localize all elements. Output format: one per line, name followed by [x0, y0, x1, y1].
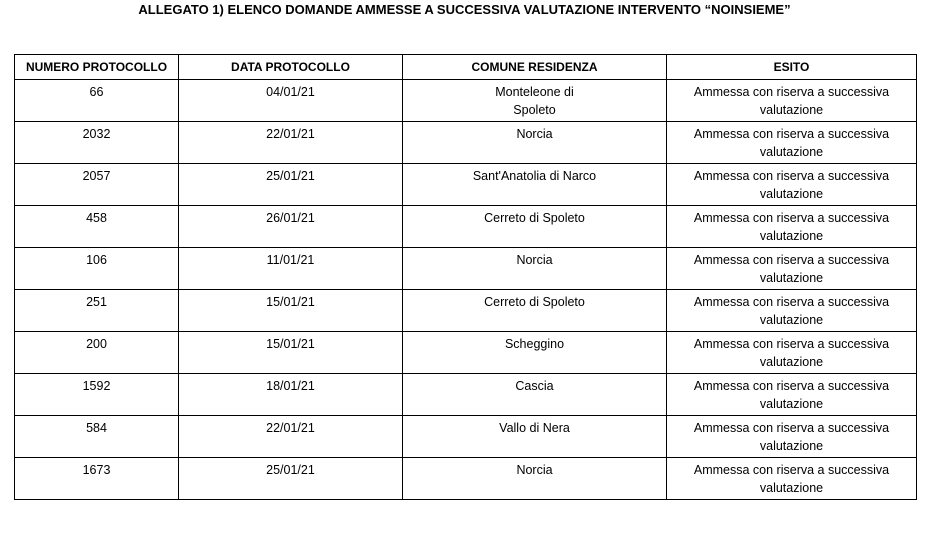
- cell-data: 22/01/21: [179, 416, 403, 458]
- cell-numero: 1592: [15, 374, 179, 416]
- cell-data: 04/01/21: [179, 80, 403, 122]
- cell-esito: Ammessa con riserva a successiva valutazione: [667, 122, 917, 164]
- cell-data: 15/01/21: [179, 290, 403, 332]
- cell-esito: Ammessa con riserva a successiva valutazione: [667, 80, 917, 122]
- cell-numero: 2057: [15, 164, 179, 206]
- table-row: [15, 416, 917, 458]
- cell-comune: Norcia: [403, 122, 667, 164]
- cell-esito: Ammessa con riserva a successiva valutazione: [667, 164, 917, 206]
- table-row: [15, 332, 917, 374]
- cell-comune: Norcia: [403, 248, 667, 290]
- cell-data: 25/01/21: [179, 164, 403, 206]
- cell-esito: Ammessa con riserva a successiva valutazione: [667, 458, 917, 500]
- table-row: [15, 164, 917, 206]
- cell-numero: 200: [15, 332, 179, 374]
- cell-esito: Ammessa con riserva a successiva valutazione: [667, 332, 917, 374]
- cell-numero: 66: [15, 80, 179, 122]
- cell-comune: Cerreto di Spoleto: [403, 206, 667, 248]
- cell-comune: Sant'Anatolia di Narco: [403, 164, 667, 206]
- table-row: [15, 374, 917, 416]
- cell-comune: Cerreto di Spoleto: [403, 290, 667, 332]
- table-row: [15, 248, 917, 290]
- cell-data: 26/01/21: [179, 206, 403, 248]
- header-numero-protocollo: NUMERO PROTOCOLLO: [15, 55, 179, 80]
- cell-numero: 251: [15, 290, 179, 332]
- table-row: [15, 122, 917, 164]
- cell-data: 18/01/21: [179, 374, 403, 416]
- header-comune-residenza: COMUNE RESIDENZA: [403, 55, 667, 80]
- cell-data: 15/01/21: [179, 332, 403, 374]
- cell-numero: 2032: [15, 122, 179, 164]
- document-title: ALLEGATO 1) ELENCO DOMANDE AMMESSE A SUCCESSIVA VALUTAZIONE INTERVENTO “NOINSIEME”: [138, 2, 791, 17]
- cell-comune: Vallo di Nera: [403, 416, 667, 458]
- table-row: [15, 458, 917, 500]
- cell-numero: 458: [15, 206, 179, 248]
- cell-comune: Cascia: [403, 374, 667, 416]
- table-row: [15, 206, 917, 248]
- cell-esito: Ammessa con riserva a successiva valutazione: [667, 416, 917, 458]
- cell-esito: Ammessa con riserva a successiva valutazione: [667, 374, 917, 416]
- cell-numero: 584: [15, 416, 179, 458]
- cell-esito: Ammessa con riserva a successiva valutazione: [667, 290, 917, 332]
- cell-numero: 1673: [15, 458, 179, 500]
- cell-comune: [403, 80, 667, 122]
- table-header-row: [15, 55, 917, 80]
- cell-numero: 106: [15, 248, 179, 290]
- cell-comune: Scheggino: [403, 332, 667, 374]
- table-row: [15, 80, 917, 122]
- cell-data: 11/01/21: [179, 248, 403, 290]
- table-row: [15, 290, 917, 332]
- header-esito: ESITO: [667, 55, 917, 80]
- cell-data: 25/01/21: [179, 458, 403, 500]
- domande-table: [14, 54, 917, 500]
- cell-comune: Norcia: [403, 458, 667, 500]
- header-data-protocollo: DATA PROTOCOLLO: [179, 55, 403, 80]
- cell-esito: Ammessa con riserva a successiva valutazione: [667, 206, 917, 248]
- cell-comune-text: Monteleone di Spoleto: [495, 85, 574, 117]
- cell-data: 22/01/21: [179, 122, 403, 164]
- cell-esito: Ammessa con riserva a successiva valutazione: [667, 248, 917, 290]
